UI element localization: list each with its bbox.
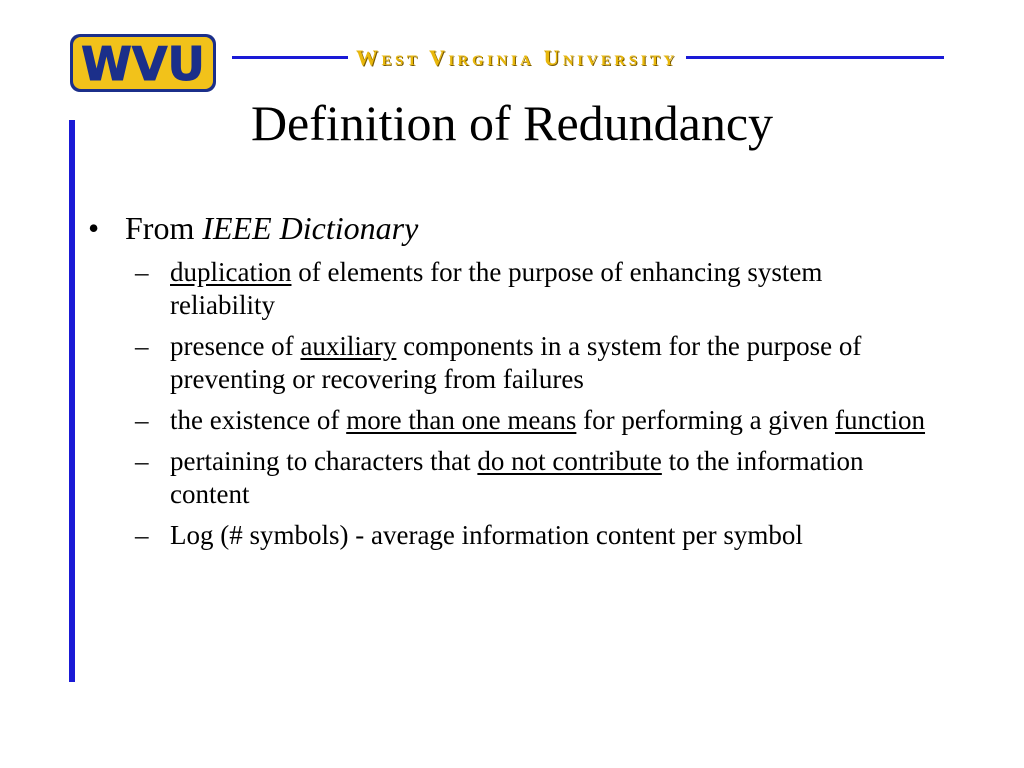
definition-text <box>170 404 930 437</box>
definition-lead: pertaining to characters that <box>170 446 478 476</box>
definition-lead: presence of <box>170 331 301 361</box>
definition-middle: for performing a given <box>576 405 836 435</box>
definition-text <box>170 256 930 322</box>
definition-rest: of elements for the purpose of enhancing system reliability <box>170 257 823 320</box>
definition-lead: the existence of <box>170 405 347 435</box>
slide-title: Definition of Redundancy <box>250 95 774 151</box>
dash-marker: – <box>135 257 149 287</box>
definition-text <box>170 445 930 511</box>
definition-item <box>135 519 948 552</box>
bullet-from <box>88 208 948 248</box>
dash-marker: – <box>135 405 149 435</box>
bullet-text <box>125 208 418 248</box>
side-rule <box>69 120 75 682</box>
bullet-source: IEEE Dictionary <box>202 210 419 246</box>
definition-item <box>135 404 948 437</box>
dash-marker: – <box>135 331 149 361</box>
bullet-prefix: From <box>125 210 203 246</box>
underlined-term: do not contribute <box>477 446 662 476</box>
wvu-logo <box>68 30 218 96</box>
underlined-term: more than one means <box>346 405 577 435</box>
wvu-logo-graphic <box>68 30 218 96</box>
bullet-marker: • <box>88 210 100 246</box>
underlined-term: auxiliary <box>300 331 397 361</box>
underlined-term: duplication <box>170 257 292 287</box>
definition-item <box>135 445 948 511</box>
underlined-term: function <box>835 405 926 435</box>
dash-marker: – <box>135 446 149 476</box>
definition-text: Log (# symbols) - average information content per symbol <box>170 520 803 550</box>
definition-item <box>135 330 948 396</box>
university-name: West Virginia University <box>348 45 686 71</box>
definition-rest: components in a system for the purpose of preventing or recovering from failures <box>170 331 862 394</box>
definition-text <box>170 330 930 396</box>
logo-text: WVU <box>81 37 205 91</box>
definition-list <box>135 256 948 552</box>
dash-marker: – <box>135 520 149 550</box>
slide-content <box>88 208 948 560</box>
definition-item <box>135 256 948 322</box>
definition-rest: to the information content <box>170 446 864 509</box>
